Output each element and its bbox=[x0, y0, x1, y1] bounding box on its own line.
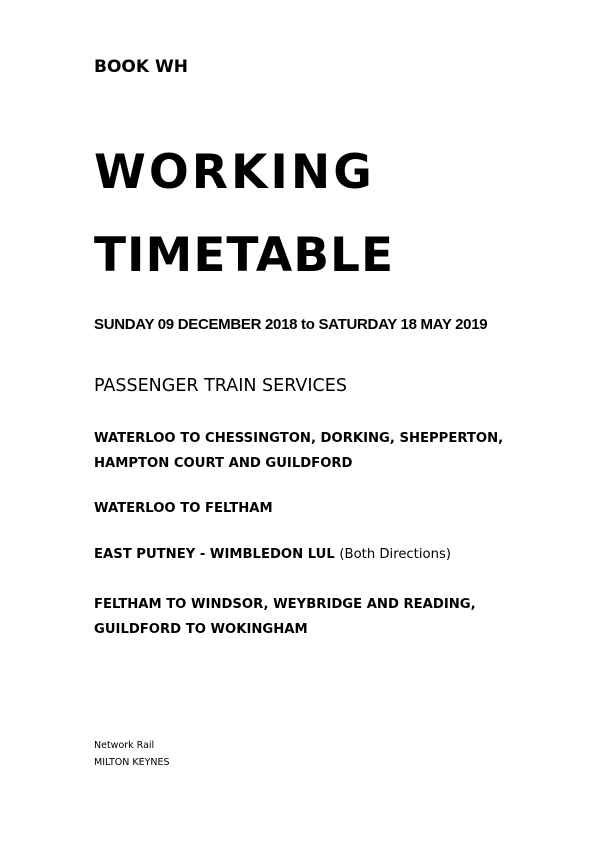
footer-org: Network Rail bbox=[94, 740, 155, 751]
title-line-1: WORKING bbox=[94, 145, 375, 200]
route-2 bbox=[94, 496, 273, 521]
validity-dates: SUNDAY 09 DECEMBER 2018 to SATURDAY 18 MAY 2019 bbox=[94, 316, 488, 333]
route-3-name: EAST PUTNEY - WIMBLEDON LUL bbox=[94, 547, 335, 562]
route-1-line-2: HAMPTON COURT AND GUILDFORD bbox=[94, 456, 353, 471]
service-category: PASSENGER TRAIN SERVICES bbox=[94, 376, 347, 396]
route-3-note: (Both Directions) bbox=[339, 547, 451, 562]
book-label: BOOK WH bbox=[94, 57, 188, 77]
footer-location: MILTON KEYNES bbox=[94, 757, 170, 768]
title-line-2: TIMETABLE bbox=[94, 228, 395, 283]
route-4-line-1: FELTHAM TO WINDSOR, WEYBRIDGE AND READING, bbox=[94, 597, 476, 612]
route-3-line-1 bbox=[94, 542, 451, 567]
route-2-line-1: WATERLOO TO FELTHAM bbox=[94, 501, 273, 516]
route-3 bbox=[94, 542, 451, 567]
route-1-line-1: WATERLOO TO CHESSINGTON, DORKING, SHEPPERTON, bbox=[94, 431, 504, 446]
route-1 bbox=[94, 426, 503, 476]
route-4 bbox=[94, 592, 476, 642]
footer bbox=[94, 737, 170, 771]
route-4-line-2: GUILDFORD TO WOKINGHAM bbox=[94, 622, 308, 637]
